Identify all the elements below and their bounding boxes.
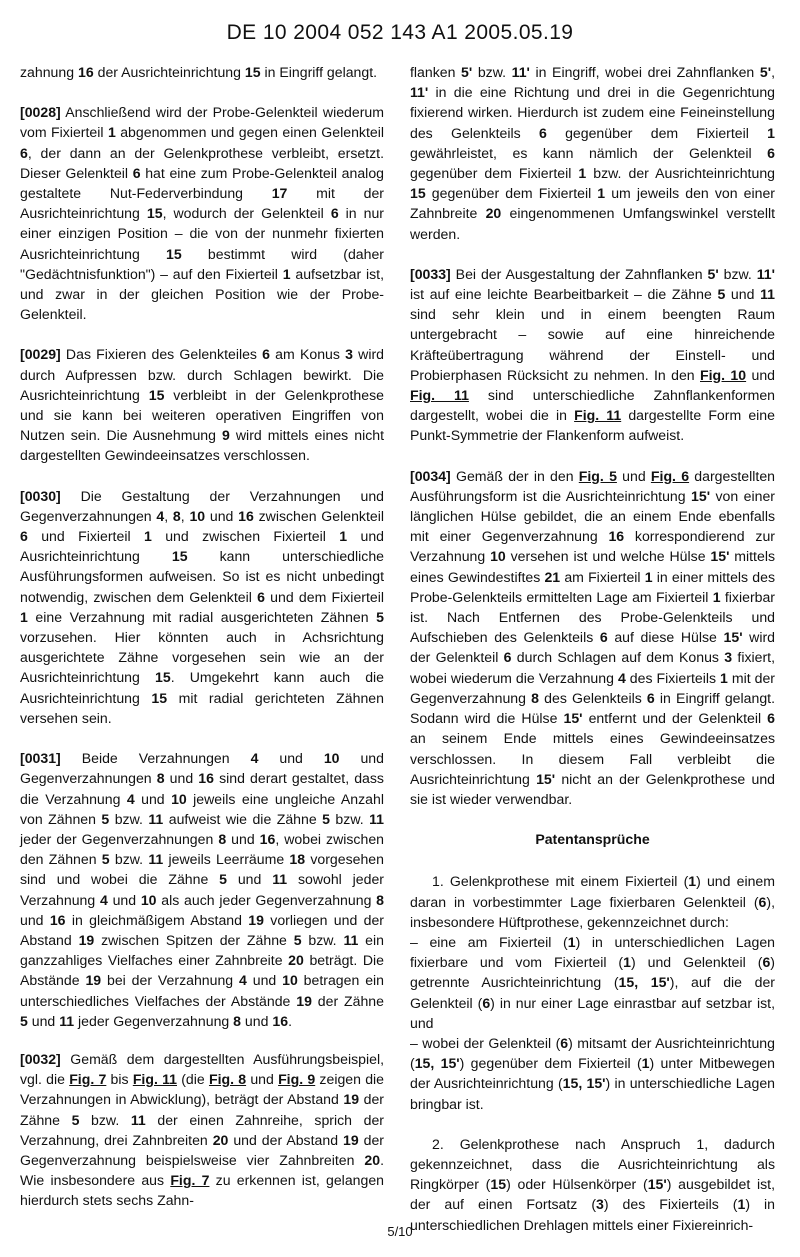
text-run: und der Abstand bbox=[228, 1131, 343, 1148]
text-run: sind derart gestaltet, dass die Verzahnung bbox=[20, 770, 384, 807]
reference-numeral: 16 bbox=[198, 770, 214, 787]
reference-numeral: 15' bbox=[536, 770, 556, 787]
text-run: als auch jeder Gegenverzahnung bbox=[156, 891, 377, 908]
text-run: des Fixierteils bbox=[625, 669, 720, 686]
reference-numeral: 11 bbox=[343, 931, 359, 948]
reference-numeral: 5' bbox=[707, 265, 719, 282]
text-run: ) oder Hülsenkörper ( bbox=[506, 1176, 648, 1193]
text-run: mittels eines Gewindestiftes bbox=[410, 548, 775, 585]
reference-numeral: 11' bbox=[756, 265, 775, 282]
reference-numeral: 9 bbox=[222, 427, 230, 444]
claim-1-feature-b bbox=[410, 1033, 775, 1114]
text-run: zu erkennen ist, gelangen hierdurch stets sechs Zahn- bbox=[20, 1172, 385, 1209]
text-run: wird der Gelenkteil bbox=[410, 629, 776, 666]
reference-numeral: 4 bbox=[250, 750, 259, 767]
reference-numeral: 15 bbox=[146, 205, 163, 222]
text-run: und zwischen Fixierteil bbox=[151, 528, 340, 545]
text-run: in Eingriff gelangt. Sodann wird die Hülse bbox=[410, 689, 775, 727]
figure-reference: Fig. 9 bbox=[278, 1071, 316, 1088]
text-run: Bei der Ausgestaltung der Zahnflanken bbox=[450, 265, 708, 282]
figure-reference: Fig. 10 bbox=[700, 366, 747, 383]
reference-numeral: 10 bbox=[171, 790, 187, 807]
reference-numeral: 16 bbox=[608, 528, 625, 545]
text-run: der Zähne bbox=[20, 1091, 384, 1128]
reference-numeral: 20 bbox=[212, 1131, 229, 1148]
reference-numeral: 16 bbox=[78, 64, 94, 80]
text-run: des Gelenkteils bbox=[538, 689, 647, 706]
text-run: . Umgekehrt kann auch die Ausrichteinrichtung bbox=[20, 669, 384, 706]
reference-numeral: 1 bbox=[20, 608, 28, 625]
text-run: (die bbox=[177, 1071, 209, 1088]
text-run: Gemäß der in den bbox=[450, 467, 579, 484]
reference-numeral: 11 bbox=[148, 851, 164, 868]
reference-numeral: 11 bbox=[760, 286, 775, 303]
text-run: am Fixierteil bbox=[560, 568, 645, 585]
text-run: , wobei zwischen den Zähnen bbox=[20, 830, 384, 868]
reference-numeral: 4 bbox=[239, 972, 247, 989]
reference-numeral: 16 bbox=[238, 507, 254, 524]
reference-numeral: 15 bbox=[171, 548, 188, 565]
text-run: in die eine Richtung und drei in die Gegenrichtung fixierend wirken. Hierdurch ist zudem eine Feineinstellung des Gelenkteils bbox=[410, 84, 775, 141]
text-run: ) in unterschiedlichen Lagen fixierbare und vom Fixierteil ( bbox=[410, 933, 775, 971]
text-run: dargestellten Ausführungsform ist die Ausrichteinrichtung bbox=[410, 467, 776, 504]
reference-numeral: 15' bbox=[647, 1176, 667, 1193]
reference-numeral: 6 bbox=[560, 1034, 569, 1051]
reference-numeral: 16 bbox=[259, 830, 276, 847]
reference-numeral: 21 bbox=[544, 568, 561, 585]
text-run: und bbox=[746, 366, 775, 383]
figure-reference: Fig. 11 bbox=[410, 387, 469, 404]
text-run: ), insbesondere Hüftprothese, gekennzeichnet durch: bbox=[410, 893, 775, 930]
text-run: , der dann an der Gelenkprothese verbleibt, ersetzt. Dieser Gelenkteil bbox=[20, 144, 384, 181]
claims-heading: Patentansprüche bbox=[535, 831, 650, 848]
text-run: mit radial gerichteten Zähnen versehen sein. bbox=[20, 689, 384, 726]
text-run: und Ausrichteinrichtung bbox=[20, 528, 385, 565]
reference-numeral: [0033] bbox=[410, 265, 451, 282]
text-run: versehen ist und welche Hülse bbox=[505, 548, 711, 565]
text-run: bis bbox=[106, 1071, 133, 1088]
reference-numeral: 4 bbox=[99, 891, 108, 908]
text-run: ) und einem daran in vorbestimmter Lage fixierbaren Gelenkteil ( bbox=[410, 873, 775, 910]
text-run: zahnung bbox=[20, 64, 78, 80]
reference-numeral: 8 bbox=[156, 770, 165, 787]
reference-numeral: [0030] bbox=[20, 487, 61, 504]
reference-numeral: 6 bbox=[482, 994, 491, 1011]
text-run: und bbox=[246, 972, 283, 989]
paragraph-0028 bbox=[20, 102, 384, 324]
figure-reference: Fig. 5 bbox=[578, 467, 617, 484]
text-run: Beide Verzahnungen bbox=[60, 750, 251, 767]
reference-numeral: 19 bbox=[343, 1091, 360, 1108]
reference-numeral: 1 bbox=[712, 588, 721, 605]
reference-numeral: 6 bbox=[503, 649, 512, 666]
reference-numeral: 1 bbox=[597, 185, 606, 202]
text-run: sind sehr klein und in einem beengten Raum untergebracht – sowie auf eine hinreichende Kräfteübertragung während der Einstell- und Probierphasen Rücksicht zu nehmen. In den bbox=[410, 306, 775, 383]
text-run: und bbox=[725, 286, 761, 303]
reference-numeral: 16 bbox=[49, 911, 66, 928]
text-run: zwischen Spitzen der Zähne bbox=[94, 931, 294, 948]
reference-numeral: 6 bbox=[257, 588, 265, 605]
reference-numeral: 15' bbox=[710, 548, 730, 565]
text-run: mit der Gegenverzahnung bbox=[410, 669, 775, 706]
text-run: an seinem Ende mittels eines Gewindeeinsatzes verschlossen. In diesem Fall verbleibt die Ausrichteinrichtung bbox=[410, 730, 775, 787]
text-run: in einer mittels des Probe-Gelenkteils ermittelten Lage am Fixierteil bbox=[410, 568, 775, 605]
reference-numeral: 6 bbox=[599, 629, 608, 646]
text-run: bzw. bbox=[329, 810, 370, 827]
reference-numeral: 10 bbox=[140, 891, 157, 908]
text-run: – wobei der Gelenkteil ( bbox=[410, 1034, 561, 1051]
paragraph-continuation-right bbox=[410, 62, 775, 244]
reference-numeral: 5 bbox=[376, 608, 384, 625]
text-run: und bbox=[205, 507, 239, 524]
reference-numeral: 10 bbox=[490, 548, 506, 565]
text-run: 2. Gelenkprothese nach Anspruch 1, dadurch gekennzeichnet, dass die Ausrichteinrichtung als Ringkörper ( bbox=[410, 1135, 775, 1193]
text-run: und dem Fixierteil bbox=[264, 588, 384, 605]
text-run: Das Fixieren des Gelenkteiles bbox=[60, 346, 263, 363]
text-run: bzw. bbox=[109, 851, 149, 868]
text-run: – eine am Fixierteil ( bbox=[410, 933, 568, 950]
reference-numeral: 15' bbox=[691, 487, 711, 504]
text-run: Die Gestaltung der Verzahnungen und Gegenverzahnungen bbox=[20, 487, 384, 524]
text-run: der Ausrichteinrichtung bbox=[93, 64, 245, 80]
text-run: korrespondierend zur Verzahnung bbox=[410, 528, 775, 565]
text-run: fixiert, wobei wiederum die Verzahnung bbox=[410, 649, 775, 686]
text-run: jeweils eine ungleiche Anzahl von Zähnen bbox=[20, 790, 384, 827]
reference-numeral: 8 bbox=[218, 830, 227, 847]
reference-numeral: 15' bbox=[723, 629, 743, 646]
reference-numeral: 1 bbox=[339, 528, 348, 545]
reference-numeral: 11 bbox=[130, 1111, 146, 1128]
reference-numeral: 1 bbox=[107, 124, 116, 141]
text-run: , bbox=[771, 64, 775, 80]
reference-numeral: 11' bbox=[511, 64, 530, 80]
figure-reference: Fig. 8 bbox=[208, 1071, 247, 1088]
text-run: vorgesehen sind und wobei die Zähne bbox=[20, 851, 384, 888]
text-run: wird durch Aufpressen bzw. durch Schlagen bewirkt. Die Ausrichteinrichtung bbox=[20, 346, 384, 403]
text-run: zwischen Gelenkteil bbox=[253, 507, 384, 524]
reference-numeral: 6 bbox=[132, 164, 141, 181]
text-run: mit der Ausrichteinrichtung bbox=[20, 185, 384, 222]
reference-numeral: 15 bbox=[490, 1176, 507, 1193]
reference-numeral: 19 bbox=[78, 931, 95, 948]
text-run: und bbox=[241, 1012, 273, 1029]
reference-numeral: 1 bbox=[737, 1196, 746, 1213]
text-run: ) ausgebildet ist, der auf einen Fortsatz ( bbox=[410, 1176, 775, 1213]
text-run: eingenommenen Umfangswinkel verstellt werden. bbox=[410, 205, 776, 242]
text-run: kann unterschiedliche Ausführungsformen aufweisen. So ist es nicht unbedingt notwendig, zwischen dem Gelenkteil bbox=[20, 548, 384, 605]
text-run: gewährleistet, es kann nämlich der Gelenkteil bbox=[410, 144, 768, 161]
text-run: und Fixierteil bbox=[27, 528, 144, 545]
text-run: ), auf die der Gelenkteil ( bbox=[410, 974, 775, 1011]
reference-numeral: 10 bbox=[282, 972, 298, 989]
text-run: verbleibt in der Gelenkprothese und sie kann bei weiteren operativen Eingriffen von Nutzen sein. Die Ausnehmung bbox=[20, 386, 384, 444]
figure-reference: Fig. 7 bbox=[170, 1172, 210, 1189]
reference-numeral: 1 bbox=[578, 165, 587, 182]
reference-numeral: 19 bbox=[296, 992, 312, 1009]
text-run: dargestellte Form eine Punkt-Symmetrie der Flankenform aufweist. bbox=[410, 407, 775, 444]
reference-numeral: 10 bbox=[323, 750, 340, 767]
reference-numeral: 6 bbox=[20, 528, 28, 545]
text-run: hat eine zum Probe-Gelenkteil analog gestaltete Nut-Federverbindung bbox=[20, 164, 384, 202]
text-run: 1. Gelenkprothese mit einem Fixierteil ( bbox=[432, 873, 689, 890]
reference-numeral: 1 bbox=[623, 954, 631, 971]
text-run: bzw. bbox=[718, 265, 757, 282]
reference-numeral: 1 bbox=[688, 873, 697, 890]
reference-numeral: 1 bbox=[567, 933, 576, 950]
reference-numeral: 5 bbox=[101, 851, 110, 868]
reference-numeral: 8 bbox=[376, 891, 384, 908]
reference-numeral: 6 bbox=[758, 893, 767, 910]
text-run: ) des Fixierteils ( bbox=[603, 1196, 738, 1213]
text-run: gegenüber dem Fixierteil bbox=[425, 185, 598, 202]
reference-numeral: 6 bbox=[330, 205, 339, 222]
reference-numeral: 1 bbox=[641, 1055, 650, 1072]
text-run: bei der Verzahnung bbox=[101, 972, 240, 989]
text-run: vorliegen und der Abstand bbox=[20, 911, 385, 948]
reference-numeral: 8 bbox=[233, 1012, 242, 1029]
reference-numeral: [0031] bbox=[20, 750, 61, 767]
text-run: bestimmt wird (daher "Gedächtnisfunktion") – auf den Fixierteil bbox=[20, 245, 385, 282]
text-run: Anschließend wird der Probe-Gelenkteil wiederum vom Fixierteil bbox=[20, 104, 384, 141]
text-run: auf diese Hülse bbox=[607, 629, 724, 646]
text-run: . bbox=[288, 1012, 292, 1029]
text-run: wird mittels eines nicht dargestellten Gewindeeinsatzes verschlossen. bbox=[20, 427, 385, 464]
reference-numeral: 6 bbox=[538, 124, 547, 141]
reference-numeral: 15 bbox=[148, 386, 165, 403]
text-run: ) unter Mitbewegen der Ausrichteinrichtung ( bbox=[410, 1055, 775, 1092]
reference-numeral: 4 bbox=[126, 790, 135, 807]
text-run: bzw. bbox=[472, 64, 512, 80]
reference-numeral: 17 bbox=[271, 185, 288, 202]
text-run: der Zähne bbox=[311, 992, 384, 1009]
text-run: in Eingriff gelangt. bbox=[260, 64, 378, 80]
text-run: ist auf eine leichte Bearbeitbarkeit – die Zähne bbox=[410, 286, 718, 303]
reference-numeral: 6 bbox=[767, 144, 775, 161]
paragraph-0034 bbox=[410, 466, 775, 809]
text-run: um jeweils den von einer Zahnbreite bbox=[410, 185, 775, 222]
page-number: 5/10 bbox=[387, 1224, 413, 1239]
text-run: jeder der Gegenverzahnungen bbox=[20, 830, 219, 847]
text-run: der einen Zahnreihe, sprich der Verzahnung, drei Zahnbreiten bbox=[20, 1111, 384, 1148]
figure-reference: Fig. 6 bbox=[650, 467, 690, 484]
reference-numeral: [0028] bbox=[20, 104, 61, 121]
text-run: entfernt und der Gelenkteil bbox=[582, 710, 768, 727]
text-run: ) in nur einer Lage einrastbar auf setzbar ist, und bbox=[410, 994, 776, 1031]
reference-numeral: 1 bbox=[767, 124, 775, 141]
reference-numeral: 5' bbox=[461, 64, 473, 80]
text-run: ein ganzzahliges Vielfaches einer Zahnbreite bbox=[20, 931, 384, 969]
text-run: . Wie insbesondere aus bbox=[20, 1151, 384, 1189]
reference-numeral: 11' bbox=[410, 84, 429, 101]
reference-numeral: 4 bbox=[617, 669, 626, 686]
text-run: und bbox=[226, 830, 260, 847]
text-run: ) in unterschiedliche Lagen bringbar ist. bbox=[410, 1075, 775, 1112]
text-run: zeigen die Verzahnungen in Abwicklung), beträgt der Abstand bbox=[20, 1071, 384, 1108]
reference-numeral: 1 bbox=[282, 265, 291, 282]
reference-numeral: 11 bbox=[59, 1012, 75, 1029]
reference-numeral: 5 bbox=[20, 1012, 28, 1029]
text-run: bzw. der Ausrichteinrichtung bbox=[586, 165, 775, 182]
text-run: und bbox=[20, 911, 50, 928]
text-run: fixierbar ist. Nach Entfernen des Probe-Gelenkteils und Aufschieben des Gelenkteils bbox=[410, 588, 776, 646]
reference-numeral: 16 bbox=[272, 1012, 289, 1029]
reference-numeral: 15, 15' bbox=[414, 1055, 460, 1072]
text-run: in nur einer einzigen Position – die von der nunmehr fixierten Ausrichteinrichtung bbox=[20, 205, 385, 262]
reference-numeral: [0034] bbox=[410, 467, 451, 484]
text-run: bzw. bbox=[79, 1111, 131, 1128]
paragraph-0033 bbox=[410, 264, 775, 446]
text-run: nicht an der Gelenkprothese und sie ist wieder verwendbar. bbox=[410, 770, 775, 807]
reference-numeral: 6 bbox=[767, 710, 775, 727]
text-run: , bbox=[180, 507, 190, 524]
reference-numeral: 5 bbox=[71, 1111, 80, 1128]
figure-reference: Fig. 11 bbox=[132, 1071, 177, 1088]
reference-numeral: 10 bbox=[189, 507, 206, 524]
claim-1-intro bbox=[410, 871, 775, 932]
figure-reference: Fig. 11 bbox=[574, 407, 622, 424]
text-run: betragen ein unterschiedliches Vielfaches der Abstände bbox=[20, 972, 384, 1009]
reference-numeral: 18 bbox=[289, 851, 306, 868]
reference-numeral: 5 bbox=[717, 286, 726, 303]
reference-numeral: 11 bbox=[272, 871, 288, 888]
reference-numeral: 19 bbox=[342, 1131, 359, 1148]
text-run: und bbox=[134, 790, 172, 807]
text-run: bzw. bbox=[109, 810, 149, 827]
reference-numeral: 15' bbox=[563, 710, 583, 727]
reference-numeral: 5 bbox=[322, 810, 330, 827]
reference-numeral: 6 bbox=[262, 346, 270, 363]
reference-numeral: 20 bbox=[288, 952, 304, 969]
paragraph-continuation bbox=[20, 62, 384, 82]
text-run: von einer länglichen Hülse gebildet, die an einem Ende ebenfalls mit einer Gegenverzahnung bbox=[410, 487, 775, 545]
text-run: beträgt. Die Abstände bbox=[20, 952, 384, 989]
text-run: und bbox=[27, 1012, 60, 1029]
reference-numeral: 5 bbox=[293, 931, 302, 948]
claim-2 bbox=[410, 1134, 775, 1235]
text-run: jeweils Leerräume bbox=[163, 851, 290, 868]
reference-numeral: 19 bbox=[85, 972, 102, 989]
reference-numeral: 6 bbox=[20, 144, 28, 161]
reference-numeral: 15 bbox=[155, 669, 171, 686]
reference-numeral: 11 bbox=[148, 810, 164, 827]
reference-numeral: 15, 15' bbox=[618, 974, 670, 991]
reference-numeral: 11 bbox=[369, 810, 384, 827]
text-run: abgenommen und gegen einen Gelenkteil bbox=[115, 124, 384, 141]
text-run: aufsetzbar ist, und zwar in der gleichen Position wie der Probe-Gelenkteil. bbox=[20, 265, 384, 323]
text-run: aufweist wie die Zähne bbox=[163, 810, 323, 827]
right-column bbox=[410, 62, 775, 1235]
text-run: sind unterschiedliche Zahnflankenformen dargestellt, wobei die in bbox=[410, 387, 775, 424]
reference-numeral: 15 bbox=[244, 64, 261, 80]
reference-numeral: 1 bbox=[143, 528, 152, 545]
reference-numeral: 4 bbox=[156, 507, 165, 524]
reference-numeral: 3 bbox=[345, 346, 353, 363]
text-run: eine Verzahnung mit radial ausgerichteten Zähnen bbox=[27, 608, 377, 625]
reference-numeral: 19 bbox=[248, 911, 264, 928]
text-run: und bbox=[164, 770, 199, 787]
reference-numeral: 8 bbox=[531, 689, 539, 706]
left-column bbox=[20, 62, 384, 1211]
text-run: und Gegenverzahnungen bbox=[20, 750, 384, 787]
reference-numeral: 1 bbox=[720, 669, 728, 686]
reference-numeral: 8 bbox=[172, 507, 181, 524]
reference-numeral: 20 bbox=[485, 205, 502, 222]
text-run: und bbox=[616, 467, 651, 484]
text-run: und bbox=[258, 750, 324, 767]
document-header: DE 10 2004 052 143 A1 2005.05.19 bbox=[226, 21, 574, 44]
reference-numeral: 20 bbox=[364, 1151, 381, 1168]
reference-numeral: 1 bbox=[644, 568, 653, 585]
reference-numeral: 3 bbox=[596, 1196, 604, 1213]
paragraph-0031 bbox=[20, 748, 384, 1031]
text-run: ) und Gelenkteil ( bbox=[630, 954, 763, 971]
reference-numeral: [0032] bbox=[20, 1050, 61, 1067]
reference-numeral: 5 bbox=[101, 810, 110, 827]
text-run: am Konus bbox=[270, 346, 346, 363]
text-run: vorzusehen. Hier könnten auch in Achsrichtung ausgerichtete Zähne vorgesehen sein wie an der Ausrichteinrichtung bbox=[20, 629, 384, 686]
text-run: ) gegenüber dem Fixierteil ( bbox=[459, 1055, 642, 1072]
reference-numeral: [0029] bbox=[20, 346, 61, 363]
reference-numeral: 6 bbox=[762, 954, 771, 971]
reference-numeral: 15, 15' bbox=[562, 1075, 606, 1092]
text-run: durch Schlagen auf dem Konus bbox=[511, 649, 725, 666]
reference-numeral: 6 bbox=[646, 689, 655, 706]
paragraph-0029 bbox=[20, 344, 384, 465]
text-run: gegenüber dem Fixierteil bbox=[410, 165, 579, 182]
text-run: in gleichmäßigem Abstand bbox=[65, 911, 249, 928]
reference-numeral: 3 bbox=[724, 649, 733, 666]
reference-numeral: 5' bbox=[759, 64, 772, 80]
text-run: ) getrennte Ausrichteinrichtung ( bbox=[410, 954, 775, 991]
text-run: sowohl jeder Verzahnung bbox=[20, 871, 384, 908]
text-run: , wodurch der Gelenkteil bbox=[162, 205, 331, 222]
text-run: in Eingriff, wobei drei Zahnflanken bbox=[529, 64, 760, 80]
text-run: ) in unterschiedlichen Drehlagen mittels einer Fixiereinrich- bbox=[410, 1196, 775, 1233]
text-run: jeder Gegenverzahnung bbox=[74, 1012, 234, 1029]
text-run: flanken bbox=[410, 64, 462, 80]
text-run: bzw. bbox=[301, 931, 344, 948]
text-run: und bbox=[246, 1071, 279, 1088]
reference-numeral: 15 bbox=[166, 245, 182, 262]
reference-numeral: 15 bbox=[410, 185, 426, 202]
claim-1-feature-a bbox=[410, 932, 775, 1033]
text-run: ) mitsamt der Ausrichteinrichtung ( bbox=[410, 1034, 775, 1072]
text-run: und bbox=[227, 871, 273, 888]
reference-numeral: 5 bbox=[219, 871, 227, 888]
text-run: und bbox=[107, 891, 141, 908]
paragraph-0030 bbox=[20, 486, 384, 728]
text-run: gegenüber dem Fixierteil bbox=[546, 124, 768, 141]
figure-reference: Fig. 7 bbox=[69, 1071, 107, 1088]
text-run: , bbox=[164, 507, 173, 524]
paragraph-0032 bbox=[20, 1049, 384, 1211]
reference-numeral: 15 bbox=[151, 689, 168, 706]
text-run: der Gegenverzahnung beispielsweise vier Zahnbreiten bbox=[20, 1131, 384, 1168]
text-run: Gemäß dem dargestellten Ausführungsbeispiel, vgl. die bbox=[20, 1050, 384, 1088]
